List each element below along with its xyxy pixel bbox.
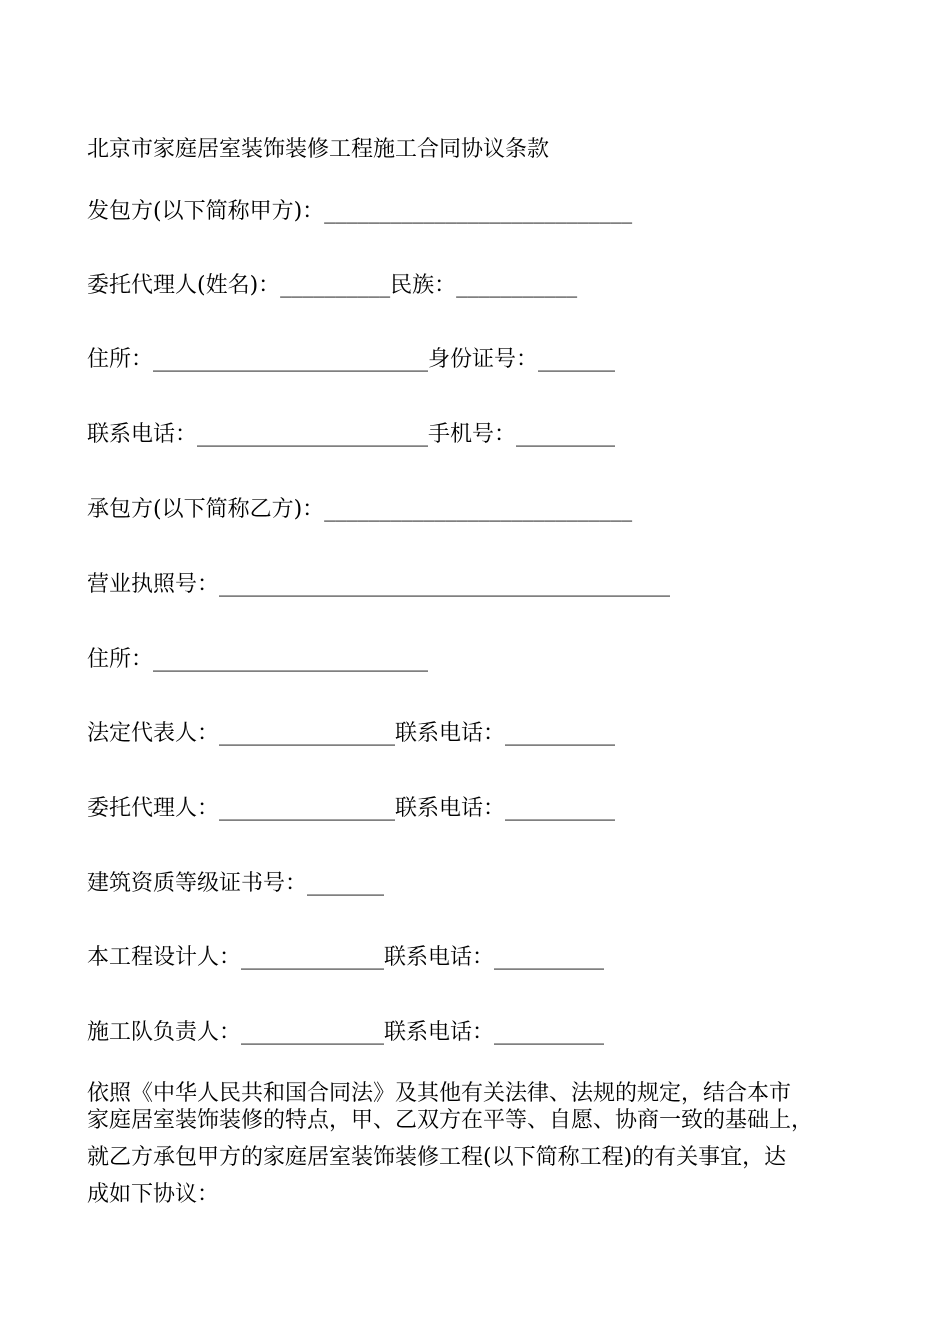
paragraph-line: 依照《中华人民共和国合同法》及其他有关法律、法规的规定，结合本市 [87,1081,792,1106]
field-designer: 本工程设计人：_____________联系电话：__________ [87,945,605,970]
field-employer-agent: 委托代理人(姓名)：__________民族：___________ [87,273,578,298]
field-employer-phone: 联系电话：_____________________手机号：_________ [87,422,616,447]
field-employer: 发包方(以下简称甲方)：____________________________ [87,199,633,224]
paragraph-line: 成如下协议： [87,1182,220,1207]
field-contractor-address: 住所：_________________________ [87,647,429,672]
field-qualification-certificate: 建筑资质等级证书号：_______ [87,871,385,896]
field-construction-lead: 施工队负责人：_____________联系电话：__________ [87,1020,605,1045]
field-contractor-agent: 委托代理人：________________联系电话：__________ [87,796,616,821]
document-title: 北京市家庭居室装饰装修工程施工合同协议条款 [87,137,550,162]
agreement-paragraph [87,1080,867,1209]
field-contractor: 承包方(以下简称乙方)：____________________________ [87,497,633,522]
paragraph-line: 就乙方承包甲方的家庭居室装饰装修工程(以下简称工程)的有关事宜，达 [87,1145,787,1170]
field-employer-address: 住所：_________________________身份证号：_______ [87,347,616,372]
field-business-license: 营业执照号：_________________________________________ [87,572,671,597]
field-legal-representative: 法定代表人：________________联系电话：__________ [87,721,616,746]
paragraph-line: 家庭居室装饰装修的特点，甲、乙双方在平等、自愿、协商一致的基础上， [87,1108,814,1133]
